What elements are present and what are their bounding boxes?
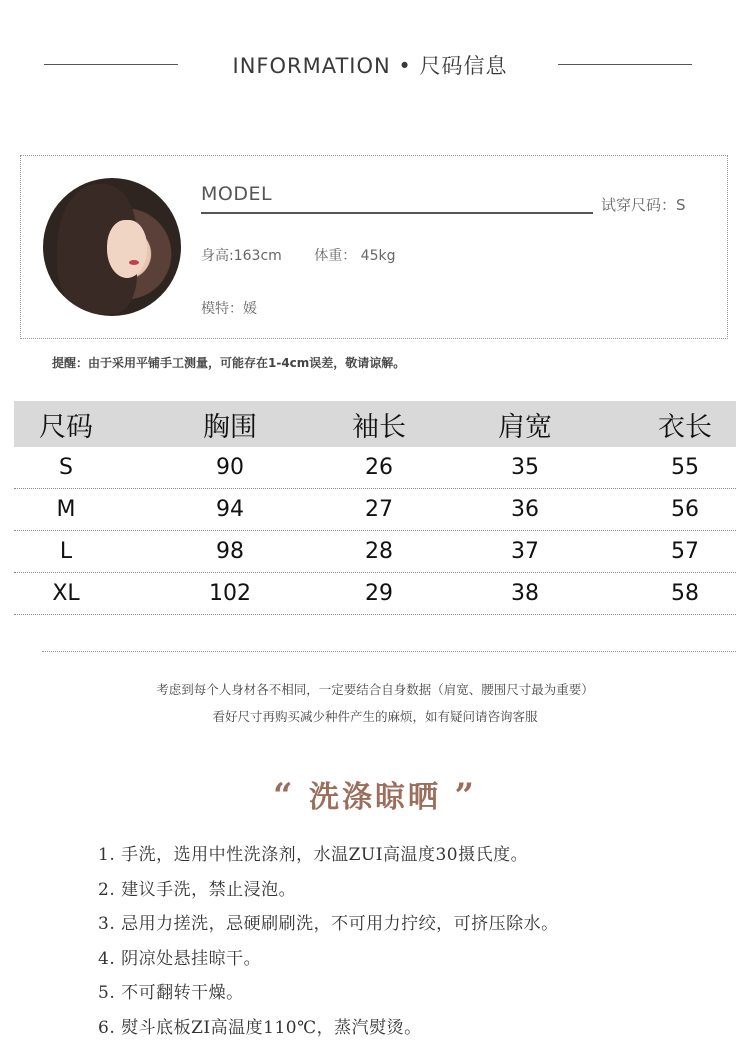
list-item: 3. 忌用力搓洗，忌硬刷刷洗，不可用力拧绞，可挤压除水。 [98, 914, 559, 935]
model-label: MODEL [201, 183, 273, 205]
trial-size: 试穿尺码：S [601, 196, 686, 214]
length-cell: 58 [671, 581, 699, 606]
table-row [14, 447, 736, 489]
avatar-face [107, 220, 147, 278]
shoulder-cell: 37 [511, 539, 539, 564]
list-item: 2. 建议手洗，禁止浸泡。 [98, 879, 297, 900]
header-chest: 胸围 [203, 411, 257, 443]
page-title: INFORMATION • 尺码信息 [232, 54, 508, 78]
size-cell: S [59, 455, 73, 480]
table-row [14, 573, 736, 615]
list-item: 1. 手洗，选用中性洗涤剂，水温ZUI高温度30摄氏度。 [98, 845, 529, 865]
sleeve-cell: 26 [365, 455, 393, 480]
size-cell: M [56, 497, 76, 522]
list-item: 4. 阴凉处悬挂晾干。 [98, 948, 262, 969]
header-length: 衣长 [658, 411, 712, 443]
header-shoulder: 肩宽 [498, 411, 552, 443]
model-name: 模特：媛 [201, 301, 257, 317]
care-instructions [98, 840, 559, 1048]
measurement-notice: 提醒：由于采用平铺手工测量，可能存在1-4cm误差，敬请谅解。 [52, 356, 406, 370]
chest-cell: 94 [216, 497, 244, 522]
sleeve-cell: 28 [365, 539, 393, 564]
header-line-left [44, 64, 178, 65]
advice-line-2: 看好尺寸再购买减少种件产生的麻烦，如有疑问请咨询客服 [212, 709, 538, 724]
model-avatar [43, 178, 181, 316]
care-section-title [0, 772, 750, 816]
length-cell: 55 [671, 455, 699, 480]
avatar-lips [129, 260, 139, 265]
shoulder-cell: 35 [511, 455, 539, 480]
chest-cell: 90 [216, 455, 244, 480]
shoulder-cell: 38 [511, 581, 539, 606]
size-cell: XL [52, 581, 80, 606]
care-title-text: 洗涤晾晒 [309, 780, 441, 815]
list-item: 6. 熨斗底板ZI高温度110℃，蒸汽熨烫。 [98, 1017, 422, 1038]
sleeve-cell: 27 [365, 497, 393, 522]
size-table-header [14, 401, 736, 447]
list-item: 5. 不可翻转干燥。 [98, 983, 244, 1004]
quote-close: ” [454, 776, 478, 816]
advice-line-1: 考虑到每个人身材各不相同，一定要结合自身数据（肩宽、腰围尺寸最为重要） [156, 682, 594, 697]
size-cell: L [59, 539, 73, 564]
length-cell: 57 [671, 539, 699, 564]
shoulder-cell: 36 [511, 497, 539, 522]
table-bottom-divider [42, 651, 736, 652]
chest-cell: 102 [209, 581, 251, 606]
size-table [14, 401, 736, 615]
table-row [14, 531, 736, 573]
model-stats [201, 245, 424, 265]
model-height: 身高:163cm [201, 248, 282, 264]
model-weight: 体重： 45kg [314, 248, 396, 264]
header-line-right [558, 64, 692, 65]
model-underline [201, 212, 593, 214]
sleeve-cell: 29 [365, 581, 393, 606]
table-row [14, 489, 736, 531]
header-sleeve: 袖长 [352, 411, 406, 443]
length-cell: 56 [671, 497, 699, 522]
chest-cell: 98 [216, 539, 244, 564]
header-size: 尺码 [39, 411, 93, 443]
model-info-box [20, 155, 728, 339]
quote-open: “ [272, 776, 296, 816]
